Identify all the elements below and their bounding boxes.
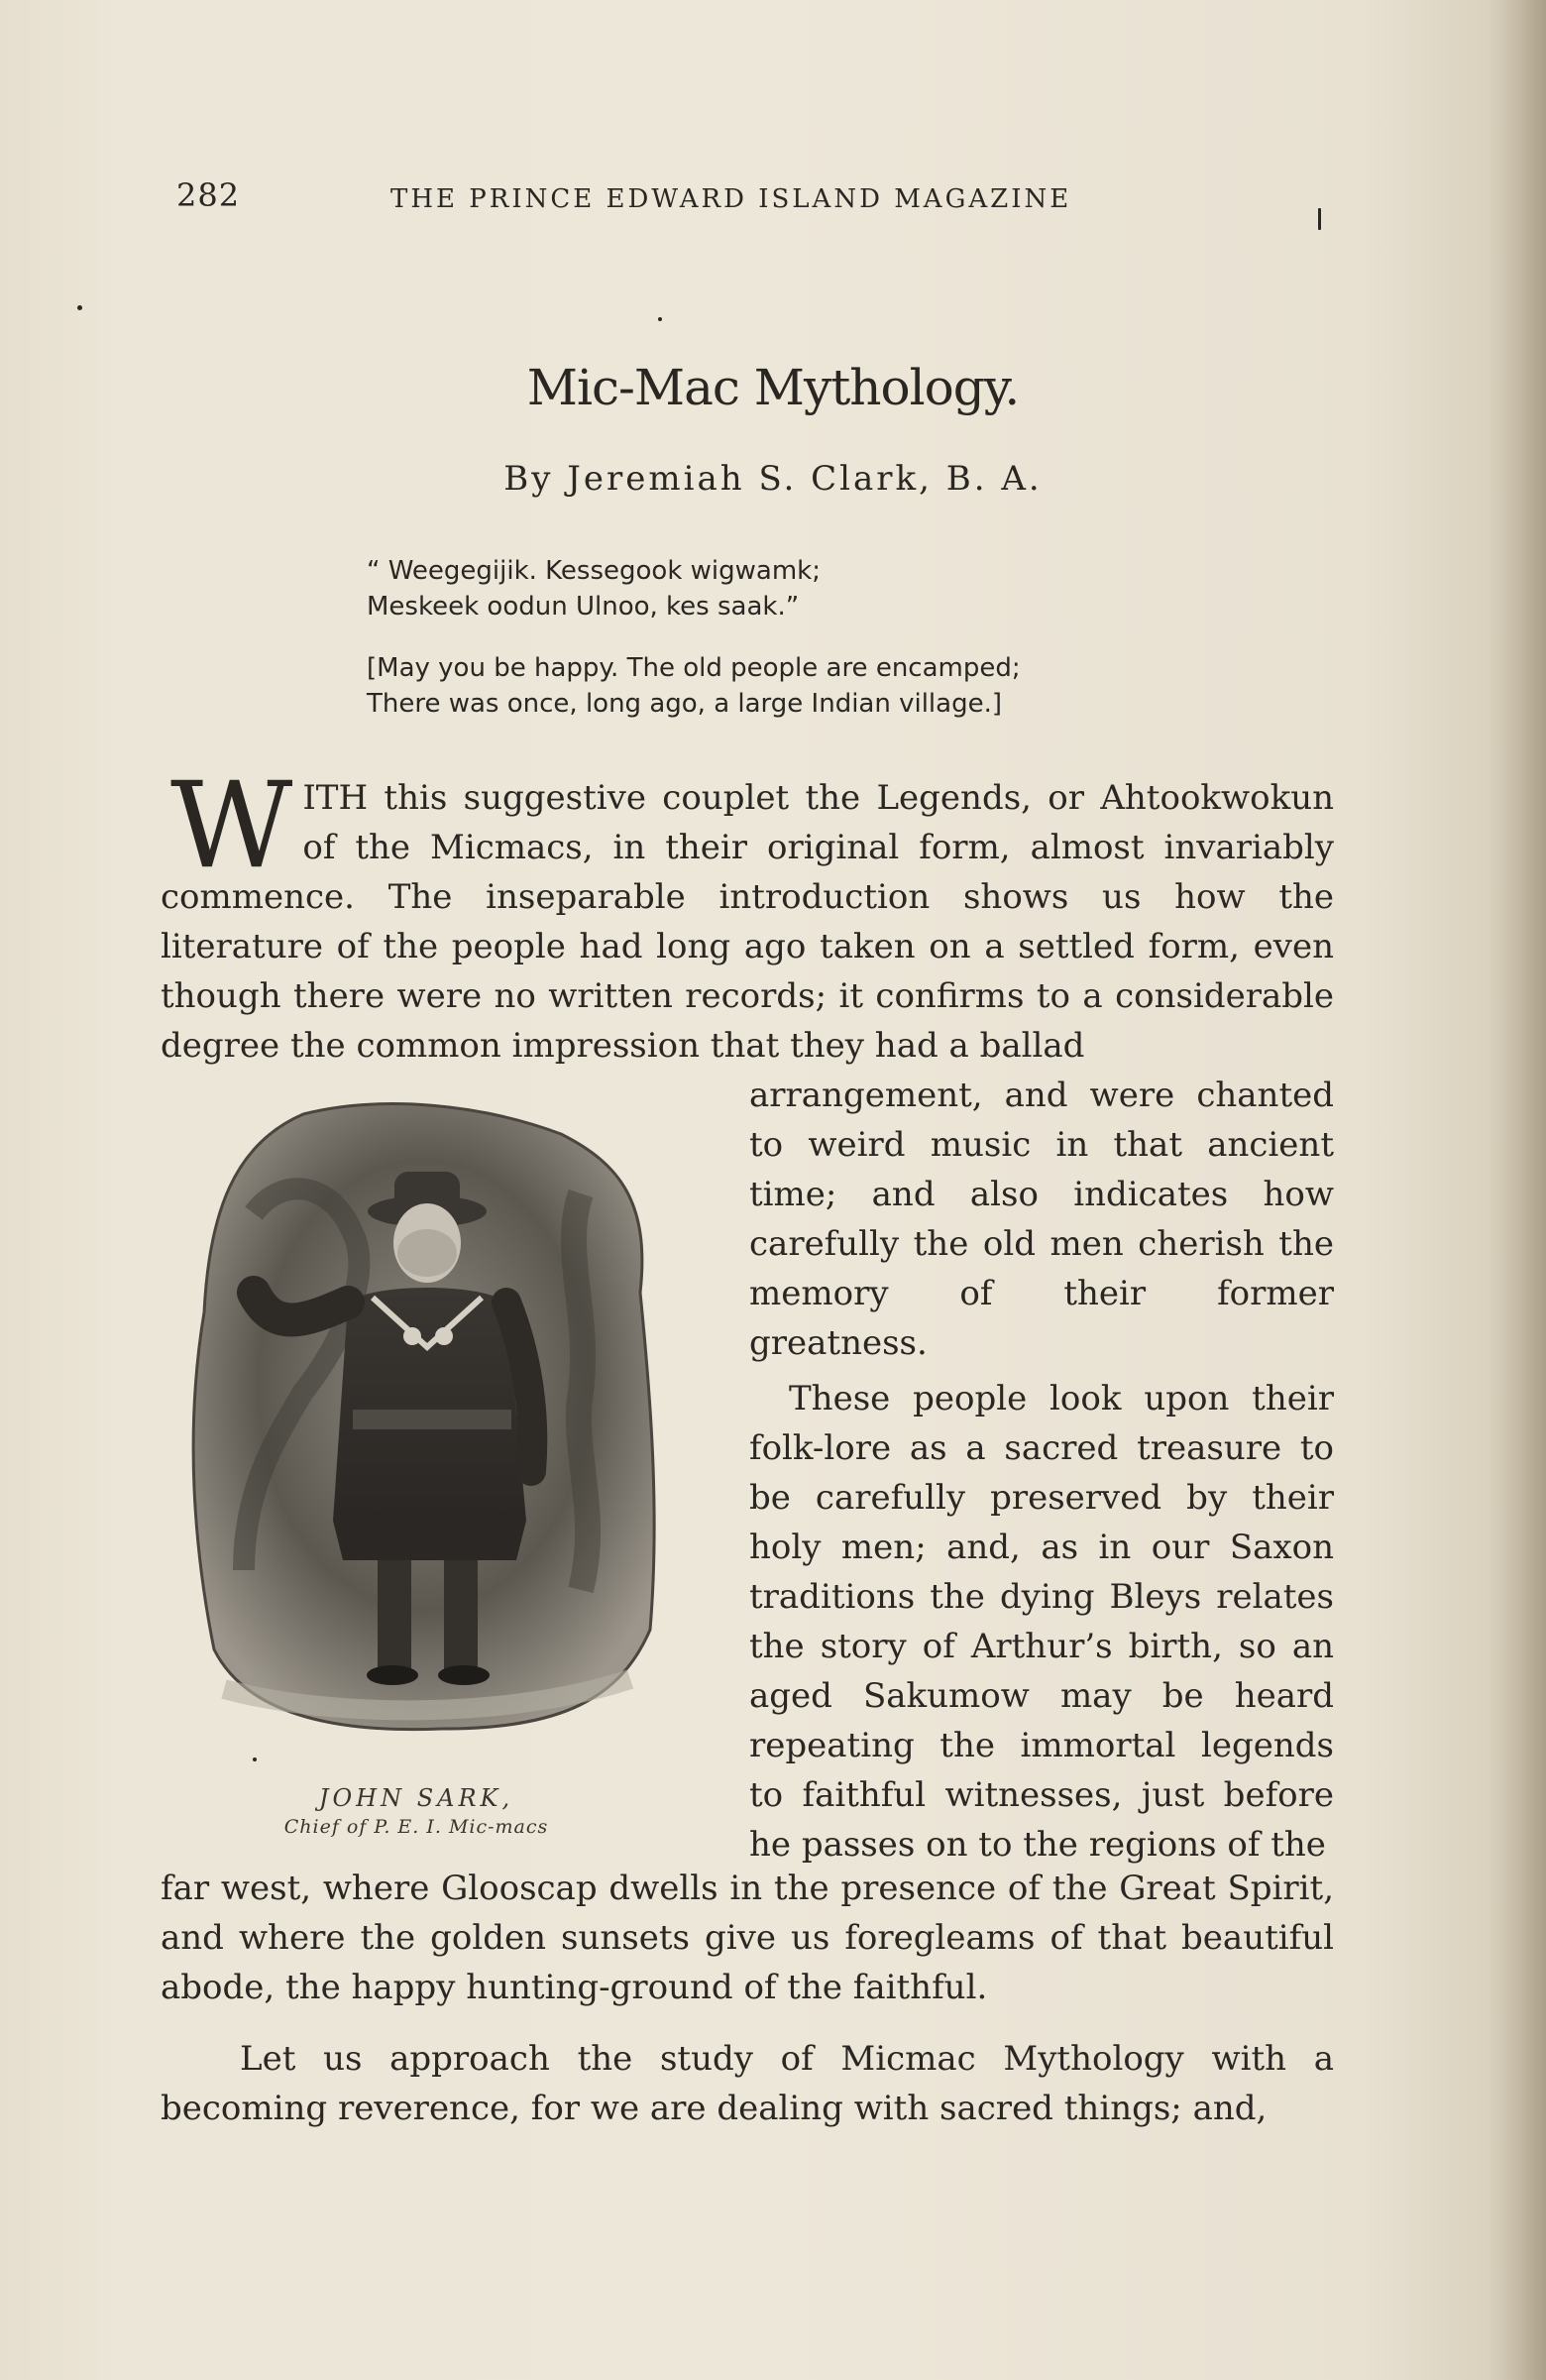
full-width-text xyxy=(161,1864,1334,2133)
paragraph-2-continuation: far west, where Glooscap dwells in the presence of the Great Spirit, and where the golden sunsets give us foregleams of that beautiful abode, the happy hunting-ground of the faithful. xyxy=(161,1869,1334,2007)
epigraph-translation xyxy=(367,650,1021,722)
epigraph-original-line-1: “ Weegegijik. Kessegook wigwamk; xyxy=(367,556,821,586)
epigraph-original xyxy=(367,553,821,624)
page-number: 282 xyxy=(176,176,241,214)
paper-speck xyxy=(253,1757,257,1761)
paragraph-2-column: These people look upon their folk-lore as a sacred treasure to be carefully preserved by their holy men; and, as in our Saxon traditions the dying Bleys relates the story of Arthur’s birth, so an aged Sakumow may be heard repeating the immortal legends to faithful witnesses, just before he passes on to the regions of the xyxy=(749,1379,1334,1865)
epigraph-translation-line-2: There was once, long ago, a large Indian village.] xyxy=(367,689,1002,719)
caption-subtitle: Chief of P. E. I. Mic-macs xyxy=(283,1816,549,1838)
paper-speck xyxy=(77,305,82,310)
dropcap-letter: W xyxy=(170,757,287,895)
article-title: Mic-Mac Mythology. xyxy=(526,359,1020,416)
paragraph-1-continuation: arrangement, and were chanted to weird music in that ancient time; and also indicates how carefully the old men cherish the memory of their former greatness. xyxy=(749,1076,1334,1363)
photo-caption xyxy=(248,1784,585,1838)
byline: By Jeremiah S. Clark, B. A. xyxy=(503,459,1043,499)
paragraph-1 xyxy=(161,757,1334,1071)
paragraph-3: Let us approach the study of Micmac Mythology with a becoming reverence, for we are dealing with sacred things; and, xyxy=(161,2039,1334,2128)
epigraph-translation-line-1: [May you be happy. The old people are encamped; xyxy=(367,653,1021,683)
journal-title: THE PRINCE EDWARD ISLAND MAGAZINE xyxy=(390,184,1072,214)
running-head xyxy=(176,176,1326,226)
epigraph-original-line-2: Meskeek oodun Ulnoo, kes saak.” xyxy=(367,592,800,622)
caption-name: JOHN SARK, xyxy=(318,1784,514,1812)
spine-shadow xyxy=(1487,0,1546,2380)
right-column xyxy=(749,1071,1334,1870)
portrait-photo xyxy=(184,1094,670,1739)
portrait-photo-svg xyxy=(184,1094,670,1739)
paper-speck xyxy=(658,317,662,321)
paper-mark xyxy=(1318,208,1321,230)
paragraph-1-text: ITH this suggestive couplet the Legends, or Ahtookwokun of the Micmacs, in their original form, almost invariably commence. The inseparable introduction shows us how the literature of the people had long ago taken on a settled form, even though there were no written records; it confirms to a considerable degree the common impression that they had a ballad xyxy=(161,778,1334,1066)
